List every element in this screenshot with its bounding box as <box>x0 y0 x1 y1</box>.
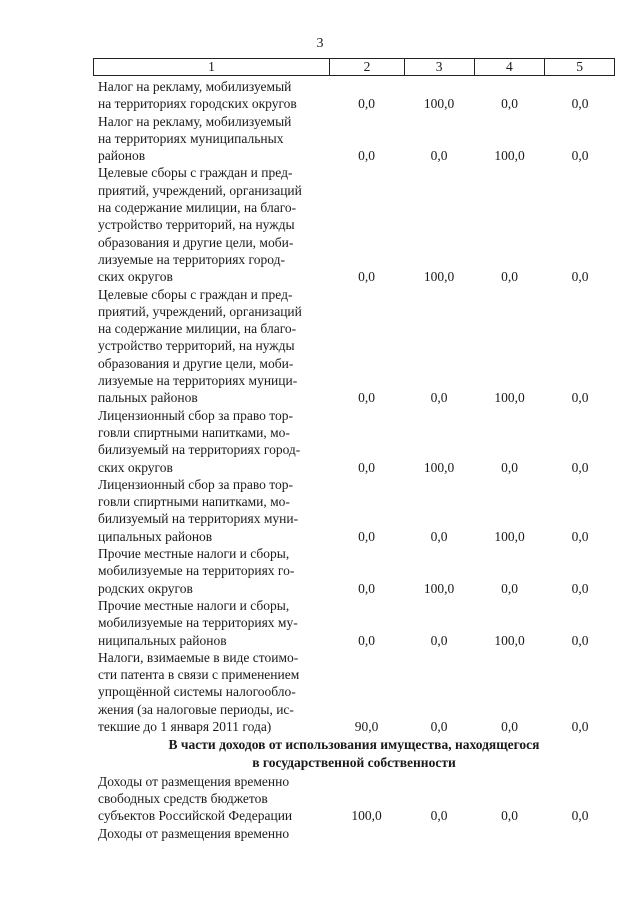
table-body <box>93 78 615 735</box>
table-row <box>93 649 615 735</box>
column-header-3: 3 <box>404 59 474 75</box>
row-description: Налоги, взимаемые в виде стоимо- сти патента в связи с применением упрощённой системы налогообло- жения (за налоговые периоды, ис- текшие до 1 января 2011 года) <box>98 649 300 734</box>
row-description: Лицензионный сбор за право тор- говли спиртными напитками, мо- билизуемый на территориях город- ских округов <box>98 407 301 475</box>
row-value-col-3: 0,0 <box>430 528 448 544</box>
row-value-col-2: 90,0 <box>354 718 379 734</box>
row-value-col-4: 0,0 <box>501 808 518 824</box>
section-heading: В части доходов от использования имущества, находящегося в государственной собственности <box>168 737 540 770</box>
row-value-col-2: 0,0 <box>358 96 375 112</box>
table-row <box>93 286 615 407</box>
row-value-col-5: 0,0 <box>571 390 589 406</box>
row-value-col-5: 0,0 <box>571 269 589 285</box>
row-value-col-4: 0,0 <box>501 459 518 475</box>
column-header-4: 4 <box>474 59 545 75</box>
row-value-col-5: 0,0 <box>571 808 589 824</box>
row-value-col-2: 0,0 <box>358 390 375 406</box>
row-value-col-3: 0,0 <box>430 148 448 164</box>
row-description: Прочие местные налоги и сборы, мобилизуемые на территориях го- родских округов <box>98 546 295 596</box>
row-description: Целевые сборы с граждан и пред- приятий, учреждений, организаций на содержание милиции, на благо- устройство территорий, на нужды образования и другие цели, моби- лизуемые на территориях муници- пальных районов <box>98 286 302 406</box>
row-value-col-4: 100,0 <box>494 632 525 648</box>
row-description: Доходы от размещения временно <box>98 825 290 841</box>
row-value-col-5: 0,0 <box>571 632 589 648</box>
row-value-col-3: 100,0 <box>423 580 455 596</box>
table-body-continued <box>93 773 615 842</box>
row-value-col-3: 100,0 <box>423 269 455 285</box>
row-value-col-3: 0,0 <box>430 718 448 734</box>
row-value-col-4: 0,0 <box>501 580 518 596</box>
table-row <box>93 825 615 842</box>
row-value-col-4: 100,0 <box>494 390 525 406</box>
document-table <box>93 58 615 842</box>
row-value-col-5: 0,0 <box>571 528 589 544</box>
row-value-col-5: 0,0 <box>571 718 589 734</box>
column-header-2: 2 <box>329 59 404 75</box>
row-value-col-4: 0,0 <box>501 96 518 112</box>
table-header <box>93 58 615 76</box>
row-description: Налог на рекламу, мобилизуемый на территориях городских округов <box>98 79 297 112</box>
table-row <box>93 773 615 825</box>
row-description: Лицензионный сбор за право тор- говли спиртными напитками, мо- билизуемый на территориях муни- ципальных районов <box>98 476 299 544</box>
row-value-col-4: 0,0 <box>501 718 518 734</box>
row-value-col-2: 0,0 <box>358 580 375 596</box>
table-row <box>93 164 615 285</box>
row-value-col-5: 0,0 <box>571 459 589 475</box>
row-value-col-4: 100,0 <box>494 148 525 164</box>
row-value-col-3: 0,0 <box>430 808 448 824</box>
page-number: 3 <box>316 36 324 51</box>
row-description: Доходы от размещения временно свободных средств бюджетов субъектов Российской Федерации <box>98 773 293 824</box>
table-row <box>93 597 615 649</box>
column-header-5: 5 <box>544 59 614 75</box>
table-row <box>93 407 615 476</box>
row-value-col-2: 0,0 <box>358 148 375 164</box>
column-header-1: 1 <box>208 59 215 74</box>
row-description: Целевые сборы с граждан и пред- приятий, учреждений, организаций на содержание милиции, на благо- устройство территорий, на нужды образования и другие цели, моби- лизуемые на территориях город- ских округов <box>98 165 302 285</box>
row-value-col-5: 0,0 <box>571 96 589 112</box>
row-value-col-5: 0,0 <box>571 580 589 596</box>
row-value-col-4: 100,0 <box>494 528 525 544</box>
row-value-col-5: 0,0 <box>571 148 589 164</box>
row-description: Прочие местные налоги и сборы, мобилизуемые на территориях му- ниципальных районов <box>98 597 298 648</box>
row-value-col-2: 0,0 <box>358 269 375 285</box>
row-value-col-2: 0,0 <box>358 632 375 648</box>
row-description: Налог на рекламу, мобилизуемый на территориях муниципальных районов <box>98 113 292 164</box>
row-value-col-4: 0,0 <box>501 269 518 285</box>
row-value-col-2: 100,0 <box>351 808 382 824</box>
table-row <box>93 78 615 113</box>
table-row <box>93 113 615 165</box>
table-row <box>93 476 615 545</box>
row-value-col-3: 0,0 <box>430 390 448 406</box>
row-value-col-2: 0,0 <box>358 459 375 475</box>
row-value-col-3: 100,0 <box>423 96 455 112</box>
row-value-col-2: 0,0 <box>358 528 375 544</box>
table-row <box>93 545 615 597</box>
row-value-col-3: 100,0 <box>423 459 455 475</box>
row-value-col-3: 0,0 <box>430 632 448 648</box>
